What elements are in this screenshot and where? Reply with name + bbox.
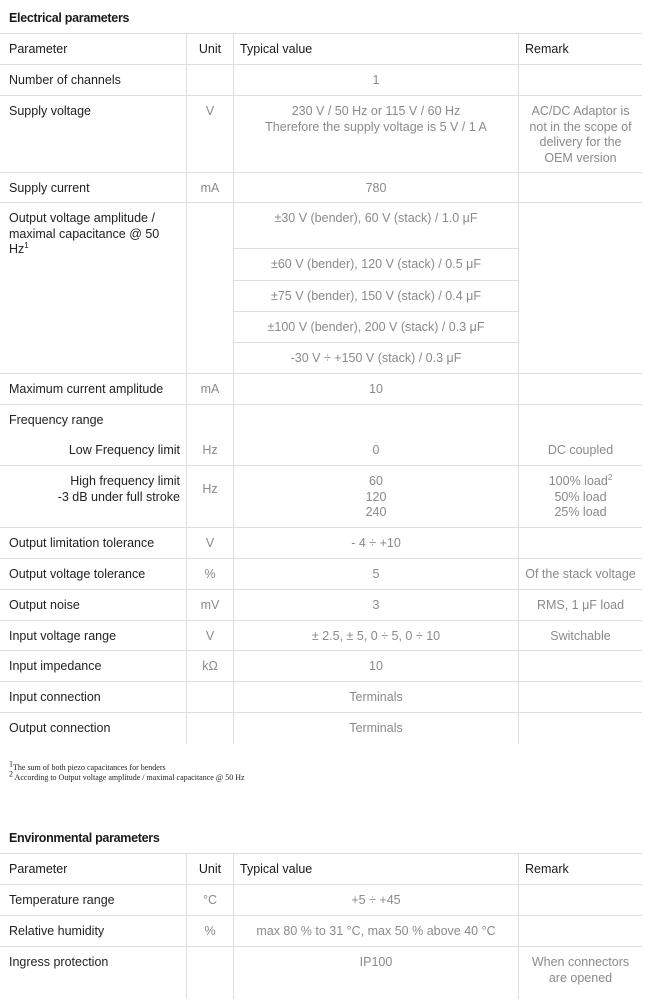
table-header-row: [0, 854, 642, 885]
row-unit: kΩ: [202, 659, 218, 673]
row-value: 10: [369, 659, 383, 673]
table-row: [0, 559, 642, 590]
row-remark: RMS, 1 μF load: [536, 598, 625, 612]
row-remark: [525, 885, 636, 893]
row-parameter: Input impedance: [9, 659, 102, 673]
row-value: 230 V / 50 Hz or 115 V / 60 Hz Therefore the supply voltage is 5 V / 1 A: [265, 104, 487, 134]
table-row: [0, 203, 642, 249]
row-unit: mV: [200, 598, 220, 612]
electrical-section-title: Electrical parameters: [9, 11, 130, 25]
header-remark: Remark: [525, 862, 569, 876]
row-value: ± 2.5, ± 5, 0 ÷ 5, 0 ÷ 10: [311, 629, 441, 643]
table-row: [0, 466, 642, 528]
row-parameter: Ingress protection: [9, 955, 109, 969]
row-parameter: Relative humidity: [9, 924, 105, 938]
row-unit: Hz: [202, 442, 218, 457]
row-unit: [193, 682, 227, 690]
row-value: 60 120 240: [365, 474, 387, 519]
header-unit: Unit: [198, 42, 222, 56]
row-remark: DC coupled: [547, 442, 614, 457]
row-value: ±75 V (bender), 150 V (stack) / 0.4 μF: [271, 289, 481, 303]
row-unit: °C: [202, 893, 218, 907]
row-unit: [193, 203, 227, 211]
remark-lines: 50% load 25% load: [554, 489, 607, 519]
table-row: [0, 405, 642, 435]
row-value: ±100 V (bender), 200 V (stack) / 0.3 μF: [267, 320, 485, 334]
table-row: [0, 651, 642, 682]
row-unit: V: [205, 536, 215, 550]
row-remark: [525, 713, 636, 721]
row-parameter: Temperature range: [9, 893, 115, 907]
row-parameter: Output voltage tolerance: [9, 567, 146, 581]
environmental-section-title: Environmental parameters: [9, 831, 160, 845]
row-value: ±30 V (bender), 60 V (stack) / 1.0 μF: [274, 211, 478, 225]
footnote-1: [9, 759, 245, 773]
table-row: [0, 65, 642, 96]
row-parameter: Input voltage range: [9, 629, 117, 643]
row-remark: [525, 651, 636, 659]
remark-line: 100% load: [548, 474, 608, 488]
table-row: [0, 590, 642, 621]
footnote-2-mark: 2: [9, 769, 13, 779]
table-row: [0, 682, 642, 713]
row-value: IP100: [359, 955, 393, 969]
row-value: max 80 % to 31 °C, max 50 % above 40 °C: [256, 924, 496, 938]
row-unit: %: [204, 567, 216, 581]
row-parameter: Supply voltage: [9, 104, 92, 118]
row-remark: AC/DC Adaptor is not in the scope of delivery for the OEM version: [529, 104, 632, 165]
row-remark: When connectors are opened: [531, 955, 630, 985]
table-row: [0, 374, 642, 405]
row-parameter: Frequency range: [9, 413, 104, 427]
row-remark: [525, 173, 636, 181]
row-value: Terminals: [349, 721, 403, 735]
row-value: 3: [372, 598, 380, 612]
footnote-2-text: According to Output voltage amplitude / maximal capacitance @ 50 Hz: [13, 773, 245, 782]
header-typical-value: Typical value: [240, 862, 313, 876]
row-parameter: Low Frequency limit: [68, 442, 180, 457]
row-remark: Of the stack voltage: [525, 567, 636, 581]
footnote-1-mark: 1: [9, 759, 13, 769]
header-unit: Unit: [198, 862, 222, 876]
row-unit: mA: [200, 181, 220, 195]
row-unit: V: [205, 629, 215, 643]
row-parameter: Output limitation tolerance: [9, 536, 155, 550]
row-parameter: Output connection: [9, 721, 111, 735]
header-parameter: Parameter: [9, 862, 68, 876]
footnote-2: [9, 769, 245, 783]
footnotes: [9, 759, 245, 783]
row-parameter: High frequency limit -3 dB under full stroke: [57, 474, 180, 504]
row-parameter: Number of channels: [9, 73, 121, 87]
table-row: [0, 713, 642, 744]
row-value: Terminals: [349, 690, 403, 704]
row-unit: [193, 65, 227, 73]
row-remark: [525, 65, 636, 73]
row-value: 1: [372, 73, 380, 87]
table-row: [0, 96, 642, 173]
table-row: [0, 885, 642, 916]
row-unit: mA: [200, 382, 220, 396]
table-header-row: [0, 34, 642, 65]
table-row: [0, 947, 642, 999]
row-unit: [193, 947, 227, 955]
row-unit: [193, 405, 227, 413]
header-parameter: Parameter: [9, 42, 68, 56]
row-value: 10: [369, 382, 383, 396]
row-unit: Hz: [202, 482, 218, 496]
row-value: 0: [372, 442, 380, 457]
table-row: [0, 528, 642, 559]
row-parameter: Input connection: [9, 690, 101, 704]
table-row: [0, 621, 642, 651]
row-remark: [525, 203, 636, 211]
row-remark: [525, 466, 636, 521]
row-unit: %: [204, 924, 216, 938]
footnote-mark: 2: [607, 472, 613, 482]
footnote-1-text: The sum of both piezo capacitances for benders: [13, 763, 166, 772]
row-remark: [525, 916, 636, 924]
row-remark: Switchable: [550, 629, 611, 643]
row-value: +5 ÷ +45: [351, 893, 401, 907]
row-parameter: Maximum current amplitude: [9, 382, 164, 396]
row-remark: [525, 405, 636, 413]
table-row: [0, 173, 642, 203]
electrical-table: [0, 33, 642, 744]
row-parameter: Output noise: [9, 598, 80, 612]
row-value: ±60 V (bender), 120 V (stack) / 0.5 μF: [271, 257, 481, 271]
row-parameter: Supply current: [9, 181, 90, 195]
row-value: 5: [372, 567, 380, 581]
footnote-mark: 1: [24, 240, 29, 250]
row-unit: [193, 713, 227, 721]
row-value: [240, 405, 512, 413]
row-remark: [525, 374, 636, 382]
header-remark: Remark: [525, 42, 569, 56]
table-row: [0, 916, 642, 947]
environmental-table: [0, 853, 642, 999]
row-remark: [525, 682, 636, 690]
row-value: -30 V ÷ +150 V (stack) / 0.3 μF: [290, 351, 462, 365]
table-row: [0, 435, 642, 466]
row-value: 780: [365, 181, 387, 195]
output-voltage-label: Output voltage amplitude / maximal capacitance @ 50 Hz: [9, 211, 160, 256]
row-parameter: [9, 203, 180, 258]
row-value: - 4 ÷ +10: [351, 536, 401, 550]
header-typical-value: Typical value: [240, 42, 313, 56]
row-remark: [525, 528, 636, 536]
row-unit: V: [205, 104, 215, 118]
